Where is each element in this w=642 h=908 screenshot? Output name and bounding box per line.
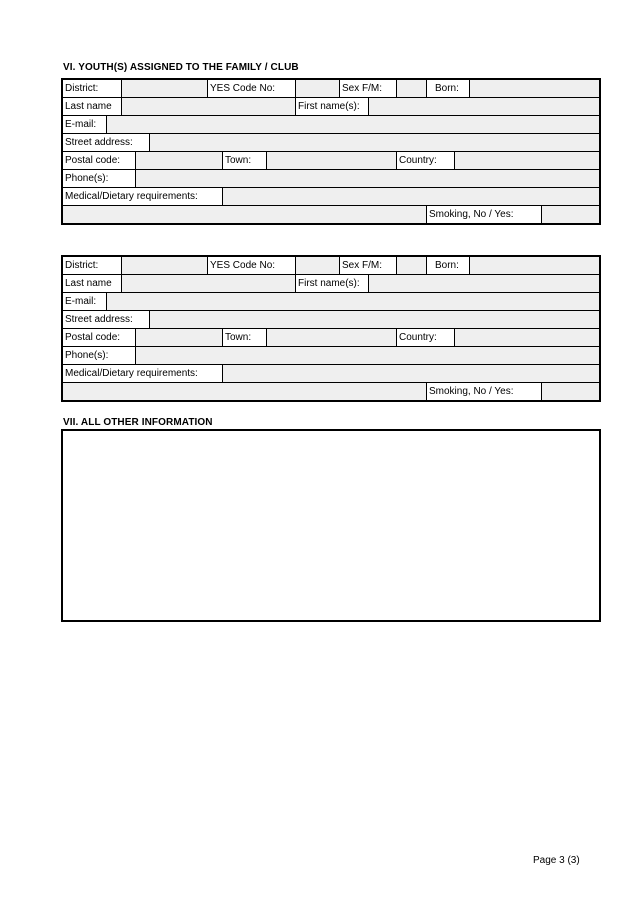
other-information-textarea[interactable]	[61, 429, 601, 622]
town-label: Town:	[222, 329, 266, 346]
town-label: Town:	[222, 152, 266, 169]
medical-field-continued[interactable]	[63, 206, 426, 223]
row-district	[63, 80, 599, 98]
smoking-field[interactable]	[541, 383, 599, 400]
row-phones	[63, 347, 599, 365]
row-medical	[63, 188, 599, 206]
medical-field-continued[interactable]	[63, 383, 426, 400]
sex-field[interactable]	[396, 257, 426, 274]
row-postal	[63, 152, 599, 170]
town-field[interactable]	[266, 329, 396, 346]
medical-field[interactable]	[222, 188, 599, 205]
email-label: E-mail:	[63, 293, 106, 310]
row-email	[63, 293, 599, 311]
row-postal	[63, 329, 599, 347]
country-label: Country:	[396, 152, 454, 169]
country-label: Country:	[396, 329, 454, 346]
district-field[interactable]	[121, 257, 207, 274]
row-smoking	[63, 383, 599, 400]
postal-code-field[interactable]	[135, 152, 222, 169]
youth-block-1	[61, 78, 601, 225]
first-names-field[interactable]	[368, 98, 599, 115]
section-vii-title: VII. ALL OTHER INFORMATION	[63, 417, 213, 428]
phones-label: Phone(s):	[63, 170, 135, 187]
row-email	[63, 116, 599, 134]
row-name	[63, 98, 599, 116]
last-name-field[interactable]	[121, 98, 295, 115]
postal-code-label: Postal code:	[63, 329, 135, 346]
town-field[interactable]	[266, 152, 396, 169]
sex-label: Sex F/M:	[339, 257, 396, 274]
street-address-field[interactable]	[149, 311, 599, 328]
row-smoking	[63, 206, 599, 223]
postal-code-field[interactable]	[135, 329, 222, 346]
born-label: Born:	[426, 80, 469, 97]
born-field[interactable]	[469, 80, 599, 97]
phones-field[interactable]	[135, 347, 599, 364]
yes-code-field[interactable]	[295, 257, 339, 274]
first-names-field[interactable]	[368, 275, 599, 292]
yes-code-label: YES Code No:	[207, 80, 295, 97]
email-field[interactable]	[106, 116, 599, 133]
row-street	[63, 311, 599, 329]
smoking-field[interactable]	[541, 206, 599, 223]
medical-label: Medical/Dietary requirements:	[63, 365, 222, 382]
first-names-label: First name(s):	[295, 98, 368, 115]
district-field[interactable]	[121, 80, 207, 97]
country-field[interactable]	[454, 152, 599, 169]
row-phones	[63, 170, 599, 188]
last-name-label: Last name	[63, 275, 121, 292]
page-number: Page 3 (3)	[533, 855, 580, 866]
row-district	[63, 257, 599, 275]
section-vi-title: VI. YOUTH(S) ASSIGNED TO THE FAMILY / CLUB	[63, 62, 299, 73]
phones-label: Phone(s):	[63, 347, 135, 364]
born-field[interactable]	[469, 257, 599, 274]
yes-code-label: YES Code No:	[207, 257, 295, 274]
postal-code-label: Postal code:	[63, 152, 135, 169]
row-street	[63, 134, 599, 152]
last-name-field[interactable]	[121, 275, 295, 292]
email-field[interactable]	[106, 293, 599, 310]
medical-label: Medical/Dietary requirements:	[63, 188, 222, 205]
district-label: District:	[63, 257, 121, 274]
country-field[interactable]	[454, 329, 599, 346]
first-names-label: First name(s):	[295, 275, 368, 292]
last-name-label: Last name	[63, 98, 121, 115]
district-label: District:	[63, 80, 121, 97]
sex-label: Sex F/M:	[339, 80, 396, 97]
sex-field[interactable]	[396, 80, 426, 97]
medical-field[interactable]	[222, 365, 599, 382]
youth-block-2	[61, 255, 601, 402]
row-medical	[63, 365, 599, 383]
email-label: E-mail:	[63, 116, 106, 133]
smoking-label: Smoking, No / Yes:	[426, 206, 541, 223]
phones-field[interactable]	[135, 170, 599, 187]
street-address-label: Street address:	[63, 134, 149, 151]
smoking-label: Smoking, No / Yes:	[426, 383, 541, 400]
row-name	[63, 275, 599, 293]
street-address-label: Street address:	[63, 311, 149, 328]
street-address-field[interactable]	[149, 134, 599, 151]
yes-code-field[interactable]	[295, 80, 339, 97]
born-label: Born:	[426, 257, 469, 274]
